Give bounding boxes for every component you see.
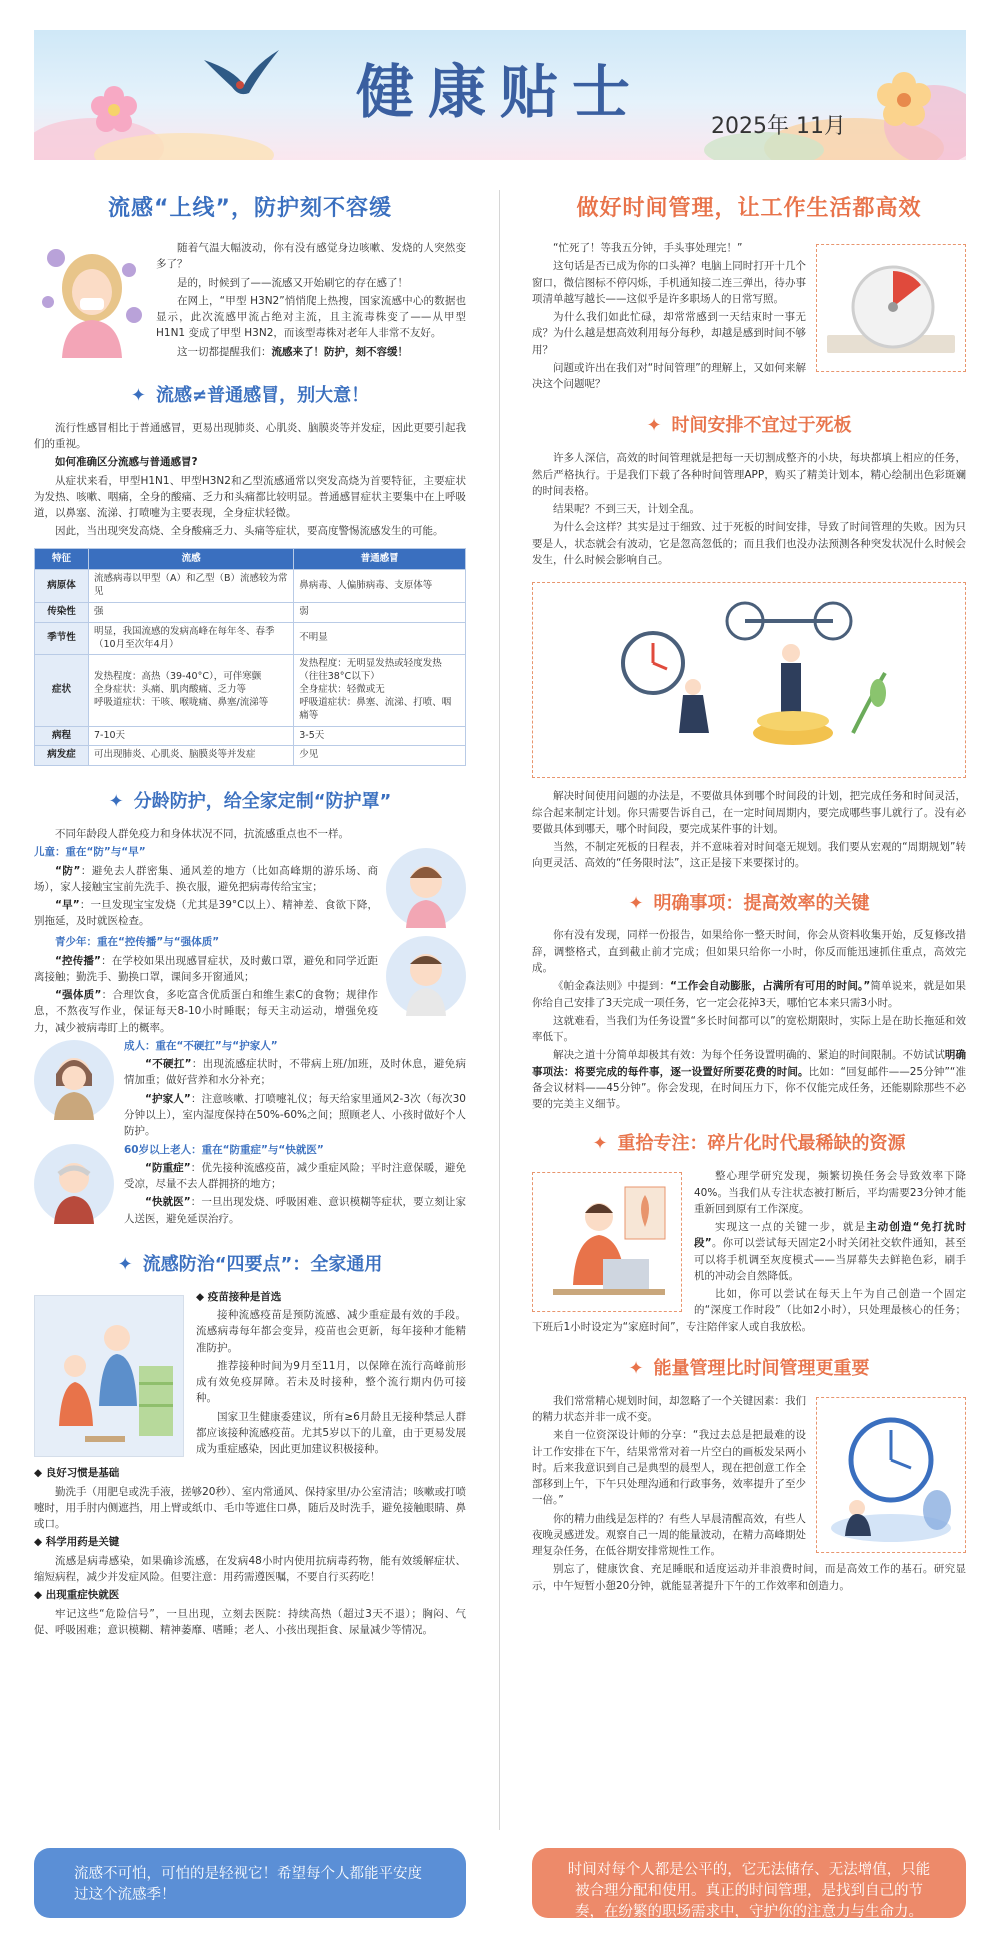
time-s3-p3: 比如，你可以尝试在每天上午为自己创造一个固定的“深度工作时段”（比如2小时），只处理最核心的任务；下班后1小时设定为“家庭时间”，专注陪伴家人或自我放松。 [532, 1288, 966, 1333]
elder-p1-key: “防重症” [145, 1161, 191, 1174]
table-cell: 不明显 [294, 622, 466, 655]
clock-icon [817, 245, 965, 371]
flu-column [34, 170, 466, 1640]
table-cell: 流感病毒以甲型（A）和乙型（B）流感较为常见 [89, 570, 294, 603]
time-s3-p2-b: 主动创造“免打扰时段” [694, 1221, 966, 1250]
time-sec4-heading [532, 1355, 966, 1383]
table-cell: 发热程度：高热（39-40°C），可伴寒颤 全身症状：头痛、肌肉酸痛、乏力等 呼吸道症状：干咳、喉咙痛、鼻塞/流涕等 [89, 655, 294, 726]
flu-sec2-heading [34, 788, 466, 816]
time-s3-p1: 整心理学研究发现，频繁切换任务会导致效率下降40%。当我们从专注状态被打断后，平均需要23分钟才能重新回到原有工作深度。 [694, 1170, 966, 1215]
flu-sec1-title: 流感≠普通感冒，别大意！ [156, 384, 370, 406]
sparkle-icon: ✦ [628, 892, 644, 914]
elder-avatar [34, 1144, 114, 1224]
flu-footer-banner [34, 1848, 466, 1918]
time-title: 做好时间管理，让工作生活都高效 [576, 196, 922, 221]
table-cell: 传染性 [35, 603, 89, 623]
page-title: 健康贴士 [355, 58, 644, 126]
table-header: 普通感冒 [294, 548, 466, 570]
table-cell: 强 [89, 603, 294, 623]
table-row [35, 746, 466, 766]
sparkle-icon: ✦ [646, 415, 662, 437]
time-intro-2: 这句话是否已成为你的口头禅？电脑上同时打开十几个窗口，微信图标不停闪烁，手机通知接二连三弹出，待办事项清单越写越长——这似乎是许多职场人的日常写照。 [532, 260, 806, 305]
sparkle-icon: ✦ [117, 1253, 133, 1275]
vaccine-p1: 接种流感疫苗是预防流感、减少重症最有效的手段。流感病毒每年都会变异，疫苗也会更新，每年接种才能精准防护。 [196, 1309, 466, 1354]
flu-intro-4-prefix: 这一切都提醒我们： [177, 345, 272, 358]
teen-avatar [386, 936, 466, 1016]
teen-p1-key: “控传播” [55, 954, 101, 967]
habit-p: 勤洗手（用肥皂或洗手液，搓够20秒）、室内常通风、保持家里/办公室清洁；咳嗽或打喷嚏时，用手肘内侧遮挡，用上臂或纸巾、毛巾等遮住口鼻，随后及时洗手，避免接触眼睛、鼻或口。 [34, 1485, 466, 1531]
adult-heading: 成人：重在“不硬扛”与“护家人” [124, 1039, 278, 1052]
time-s2-p4-a: 解决之道十分简单却极其有效：为每个任务设置明确的、紧迫的时间限制。不妨试试 [553, 1049, 945, 1062]
table-cell: 病发症 [35, 746, 89, 766]
time-s2-p2-b: “工作会自动膨胀，占满所有可用的时间。” [670, 980, 871, 993]
time-s2-p3: 这就难看，当我们为任务设置“多长时间都可以”的宽松期限时，实际上是在助长拖延和效率低下。 [532, 1014, 966, 1044]
time-s1-p4: 解决时间使用问题的办法是，不要做具体到哪个时间段的计划，把完成任务和时间灵活，综合起来制定计划。你只需要告诉自己，在一定时间周期内，要完成哪些事儿就行了。没有必要做具体到哪天，哪个时间段，要完成某件事的计划。 [532, 790, 966, 835]
medicine-p: 流感是病毒感染，如果确诊流感，在发病48小时内使用抗病毒药物，能有效缓解症状、缩短病程，减少并发症风险。但要注意：用药需遵医嘱，不要自行买药吃！ [34, 1554, 466, 1583]
flu-intro-2: 是的，时候到了——流感又开始刷它的存在感了！ [177, 276, 408, 289]
time-s2-p4-b: 明确事项法：将要完成的每件事，逐一设置好所要花费的时间。 [532, 1049, 966, 1078]
table-cell: 3-5天 [294, 726, 466, 746]
teen-p1-text: ：在学校如果出现感冒症状，及时戴口罩，避免和同学近距离接触；勤洗手、勤换口罩，课间多开窗通风； [34, 954, 378, 983]
time-footer-text: 时间对每个人都是公平的，它无法储存、无法增值，只能被合理分配和使用。真正的时间管理，是找到自己的节奏，在纷繁的职场需求中，守护你的注意力与生命力。 [567, 1862, 931, 1921]
table-cell: 病程 [35, 726, 89, 746]
time-s2-p4 [532, 1047, 966, 1112]
child-p1-key: “防” [55, 864, 81, 877]
time-sec2-title: 明确事项：提高效率的关键 [653, 892, 870, 914]
flu-sec1-question: 如何准确区分流感与普通感冒? [55, 456, 198, 469]
time-sec1-title: 时间安排不宜过于死板 [671, 415, 852, 437]
sparkle-icon: ✦ [592, 1133, 608, 1155]
flu-sec1-heading [34, 382, 466, 410]
energy-clock-illustration [816, 1397, 966, 1553]
sparkle-icon: ✦ [628, 1357, 644, 1379]
time-s2-p2-c: 简单说来，就是如果你给自己安排了3天完成一项任务，它一定会花掉3天，哪怕它本来只需3小时。 [532, 980, 967, 1009]
flu-sec1-p2: 从症状来看，甲型H1N1、甲型H3N2和乙型流感通常以突发高烧为首要特征，主要症状为发热、咳嗽、咽痛，全身的酸痛、乏力和头痛都比较明显。普通感冒症状主要集中在上呼吸道，以鼻塞、流涕、打喷嚏为主要表现，全身症状轻微。 [34, 474, 466, 520]
time-s1-p1: 许多人深信，高效的时间管理就是把每一天切割成整齐的小块，每块都填上相应的任务，然后严格执行。于是我们下载了各种时间管理APP，购买了精美计划本，精心绘制出色彩斑斓的时间表格。 [532, 452, 966, 497]
timer-illustration [816, 244, 966, 372]
flu-sec3-heading [34, 1251, 466, 1279]
flu-sec2-title: 分龄防护，给全家定制“防护罩” [133, 791, 392, 813]
elder-heading: 60岁以上老人：重在“防重症”与“快就医” [124, 1143, 324, 1156]
time-s2-p2 [532, 978, 966, 1011]
flu-sec2-intro: 不同年龄段人群免疫力和身体状况不同，抗流感重点也不一样。 [55, 828, 349, 841]
adult-p2-text: ：注意咳嗽、打喷嚏礼仪；每天给家里通风2-3次（每次30分钟以上），室内湿度保持在50%-60%之间；照顾老人、小孩时做好个人防护。 [124, 1092, 466, 1138]
time-sec2-heading [532, 890, 966, 918]
clock-people-illustration [532, 582, 966, 778]
time-sec4-title: 能量管理比时间管理更重要 [653, 1357, 870, 1379]
time-s1-p5: 当然，不制定死板的日程表，并不意味着对时间毫无规划。我们要从宏观的“周期规划”转向更灵活、高效的“任务限时法”，这正是接下来要探讨的。 [532, 841, 966, 870]
teen-p2-key: “强体质” [55, 989, 102, 1002]
time-s2-p1: 你有没有发现，同样一份报告，如果给你一整天时间，你会从资料收集开始，反复修改措辞，调整格式，直到截止前才完成；但如果只给你一小时，你反而能迅速抓住重点，高效完成。 [532, 929, 966, 974]
header-banner [34, 30, 966, 160]
hospital-heading: ◆ 出现重症快就医 [34, 1589, 120, 1602]
column-divider [499, 190, 500, 1830]
adult-p1-key: “不硬扛” [145, 1058, 192, 1071]
table-cell: 鼻病毒、人偏肺病毒、支原体等 [294, 570, 466, 603]
time-sec1-heading [532, 412, 966, 440]
table-cell: 可出现肺炎、心肌炎、脑膜炎等并发症 [89, 746, 294, 766]
flu-intro-3: 在网上，“甲型 H3N2”悄悄爬上热搜，国家流感中心的数据也显示，此次流感甲流占绝对主流，且主流毒株变了——从甲型 H1N1 变成了甲型 H3N2，而该型毒株对老年人非常不友好。 [156, 294, 466, 340]
time-column [532, 170, 966, 1596]
child-heading: 儿童：重在“防”与“早” [34, 846, 146, 859]
time-footer-banner [532, 1848, 966, 1921]
sparkle-icon: ✦ [130, 384, 146, 406]
focus-work-illustration [532, 1172, 682, 1312]
time-s3-p2-a: 实现这一点的关键一步，就是 [715, 1221, 867, 1234]
time-sec3-heading [532, 1130, 966, 1158]
table-cell: 症状 [35, 655, 89, 726]
hospital-p: 牢记这些“危险信号”，一旦出现，立刻去医院：持续高热（超过3天不退）；胸闷、气促、呼吸困难；意识模糊、精神萎靡、嗜睡；老人、小孩出现拒食、尿量减少等情况。 [34, 1607, 466, 1636]
child-p2-key: “早” [55, 899, 80, 912]
time-s1-p3: 为什么会这样？其实是过于细致、过于死板的时间安排，导致了时间管理的失败。因为只要是人，状态就会有波动，它是忽高忽低的；而且我们也没办法预测各种突发状况什么时候会发生，什么时候会影响自己。 [532, 521, 966, 566]
flu-footer-text: 流感不可怕，可怕的是轻视它！希望每个人都能平安度过这个流感季！ [74, 1866, 422, 1904]
time-s4-p2: 来自一位资深设计师的分享：“我过去总是把最难的设计工作安排在下午，结果常常对着一片空白的画板发呆两小时。后来我意识到自己是典型的晨型人，现在把创意工作全部移到上午，下午只处理沟通和行政事务，效率提升了至少一倍。” [532, 1429, 806, 1507]
table-cell: 弱 [294, 603, 466, 623]
elder-p1-text: ：优先接种流感疫苗，减少重症风险；平时注意保暖，避免受凉，尽量不去人群拥挤的地方； [124, 1161, 466, 1191]
table-header-row [35, 548, 466, 570]
child-p1-text: ：避免去人群密集、通风差的地方（比如高峰期的游乐场、商场），家人接触宝宝前先洗手、换衣服，避免把病毒传给宝宝； [34, 864, 378, 893]
sparkle-icon: ✦ [108, 791, 124, 813]
elder-p2-key: “快就医” [145, 1196, 191, 1209]
table-cell: 少见 [294, 746, 466, 766]
table-row [35, 603, 466, 623]
child-avatar [386, 848, 466, 928]
time-s4-p1: 我们常常精心规划时间，却忽略了一个关键因素：我们的精力状态并非一成不变。 [532, 1394, 806, 1424]
flu-intro-4-bold: 流感来了！防护，刻不容缓！ [271, 345, 408, 358]
adult-p2-key: “护家人” [145, 1092, 191, 1105]
time-intro-4: 问题或许出在我们对“时间管理”的理解上，又如何来解决这个问题呢？ [532, 361, 806, 391]
table-cell: 季节性 [35, 622, 89, 655]
time-sec3-title: 重拾专注：碎片化时代最稀缺的资源 [617, 1133, 906, 1155]
teen-heading: 青少年：重在“控传播”与“强体质” [55, 936, 220, 949]
table-cell: 病原体 [35, 570, 89, 603]
time-s3-p2-c: 。你可以尝试每天固定2小时关闭社交软件通知，甚至可以将手机调至灰度模式——当屏幕失去鲜艳色彩，刷手机的冲动会自然降低。 [694, 1237, 967, 1282]
table-header: 流感 [89, 548, 294, 570]
vaccination-illustration [34, 1295, 184, 1457]
teen-p2-text: ：合理饮食，多吃富含优质蛋白和维生素C的食物；规律作息，不熬夜写作业，保证每天8-10小时睡眠；每天主动运动，增强免疫力，减少被病毒盯上的概率。 [34, 989, 378, 1034]
adult-avatar [34, 1040, 114, 1120]
flu-sec1-p1: 流行性感冒相比于普通感冒，更易出现肺炎、心肌炎、脑膜炎等并发症，因此更要引起我们的重视。 [34, 421, 466, 451]
time-s2-p2-a: 《帕金森法则》中提到： [553, 980, 671, 993]
vaccine-heading: ◆ 疫苗接种是首选 [196, 1290, 282, 1303]
table-cell: 明显，我国流感的发病高峰在每年冬、春季（10月至次年4月） [89, 622, 294, 655]
issue-date: 2025年 11月 [711, 114, 846, 139]
table-row [35, 726, 466, 746]
flu-sec1-p3: 因此，当出现突发高烧、全身酸痛乏力、头痛等症状，要高度警惕流感发生的可能。 [55, 525, 444, 538]
table-cell: 7-10天 [89, 726, 294, 746]
table-cell: 发热程度：无明显发热或轻度发热（往往38°C以下） 全身症状：轻微或无 呼吸道症状：鼻塞、流涕、打喷、咽痛等 [294, 655, 466, 726]
table-row [35, 622, 466, 655]
time-s2-p4-c: 比如：“回复邮件——25分钟”“准备会议材料——45分钟”。你会发现，在时间压力下，你不仅能完成任务，还能剔除那些不必要的完美主义细节。 [532, 1065, 966, 1111]
flu-vs-cold-table [34, 548, 466, 766]
time-s1-p2: 结果呢？不到三天，计划全乱。 [553, 503, 700, 516]
flu-title: 流感“上线”，防护刻不容缓 [108, 196, 392, 221]
medicine-heading: ◆ 科学用药是关键 [34, 1536, 120, 1549]
table-row [35, 655, 466, 726]
sick-girl-illustration [34, 240, 146, 358]
time-intro-1: “忙死了！等我五分钟，手头事处理完！” [553, 242, 743, 255]
vaccine-p2: 推荐接种时间为9月至11月，以保障在流行高峰前形成有效免疫屏障。若未及时接种，整个流行期内仍可接种。 [196, 1359, 466, 1405]
vaccine-p3: 国家卫生健康委建议，所有≥6月龄且无接种禁忌人群都应该接种流感疫苗。尤其5岁以下的儿童，由于更易发展成为重症感染，因此更加建议积极接种。 [196, 1410, 466, 1456]
time-intro-3: 为什么我们如此忙碌，却常常感到一天结束时一事无成？为什么越是想高效利用每分每秒，却越是感到时间不够用？ [532, 311, 806, 356]
habit-heading: ◆ 良好习惯是基础 [34, 1467, 120, 1480]
table-row [35, 570, 466, 603]
adult-p1-text: ：出现流感症状时，不带病上班/加班，及时休息，避免病情加重；做好营养和水分补充； [124, 1058, 466, 1087]
time-s4-p4: 别忘了，健康饮食、充足睡眠和适度运动并非浪费时间，而是高效工作的基石。研究显示，中午短暂小憩20分钟，就能显著提升下午的工作效率和创造力。 [532, 1563, 966, 1592]
elder-p2-text: ：一旦出现发烧、呼吸困难、意识模糊等症状，要立刻让家人送医，避免延误治疗。 [124, 1196, 466, 1225]
time-s4-p3: 你的精力曲线是怎样的？有些人早晨清醒高效，有些人夜晚灵感迸发。观察自己一周的能量波动，在精力高峰期处理复杂任务，在低谷期安排常规性工作。 [532, 1512, 806, 1558]
flu-sec3-title: 流感防治“四要点”：全家通用 [142, 1253, 383, 1275]
table-header: 特征 [35, 548, 89, 570]
child-p2-text: ：一旦发现宝宝发烧（尤其是39°C以上）、精神差、食欲下降，别拖延，及时就医检查。 [34, 899, 378, 928]
flu-intro-1: 随着气温大幅波动，你有没有感觉身边咳嗽、发烧的人突然变多了？ [156, 242, 466, 271]
